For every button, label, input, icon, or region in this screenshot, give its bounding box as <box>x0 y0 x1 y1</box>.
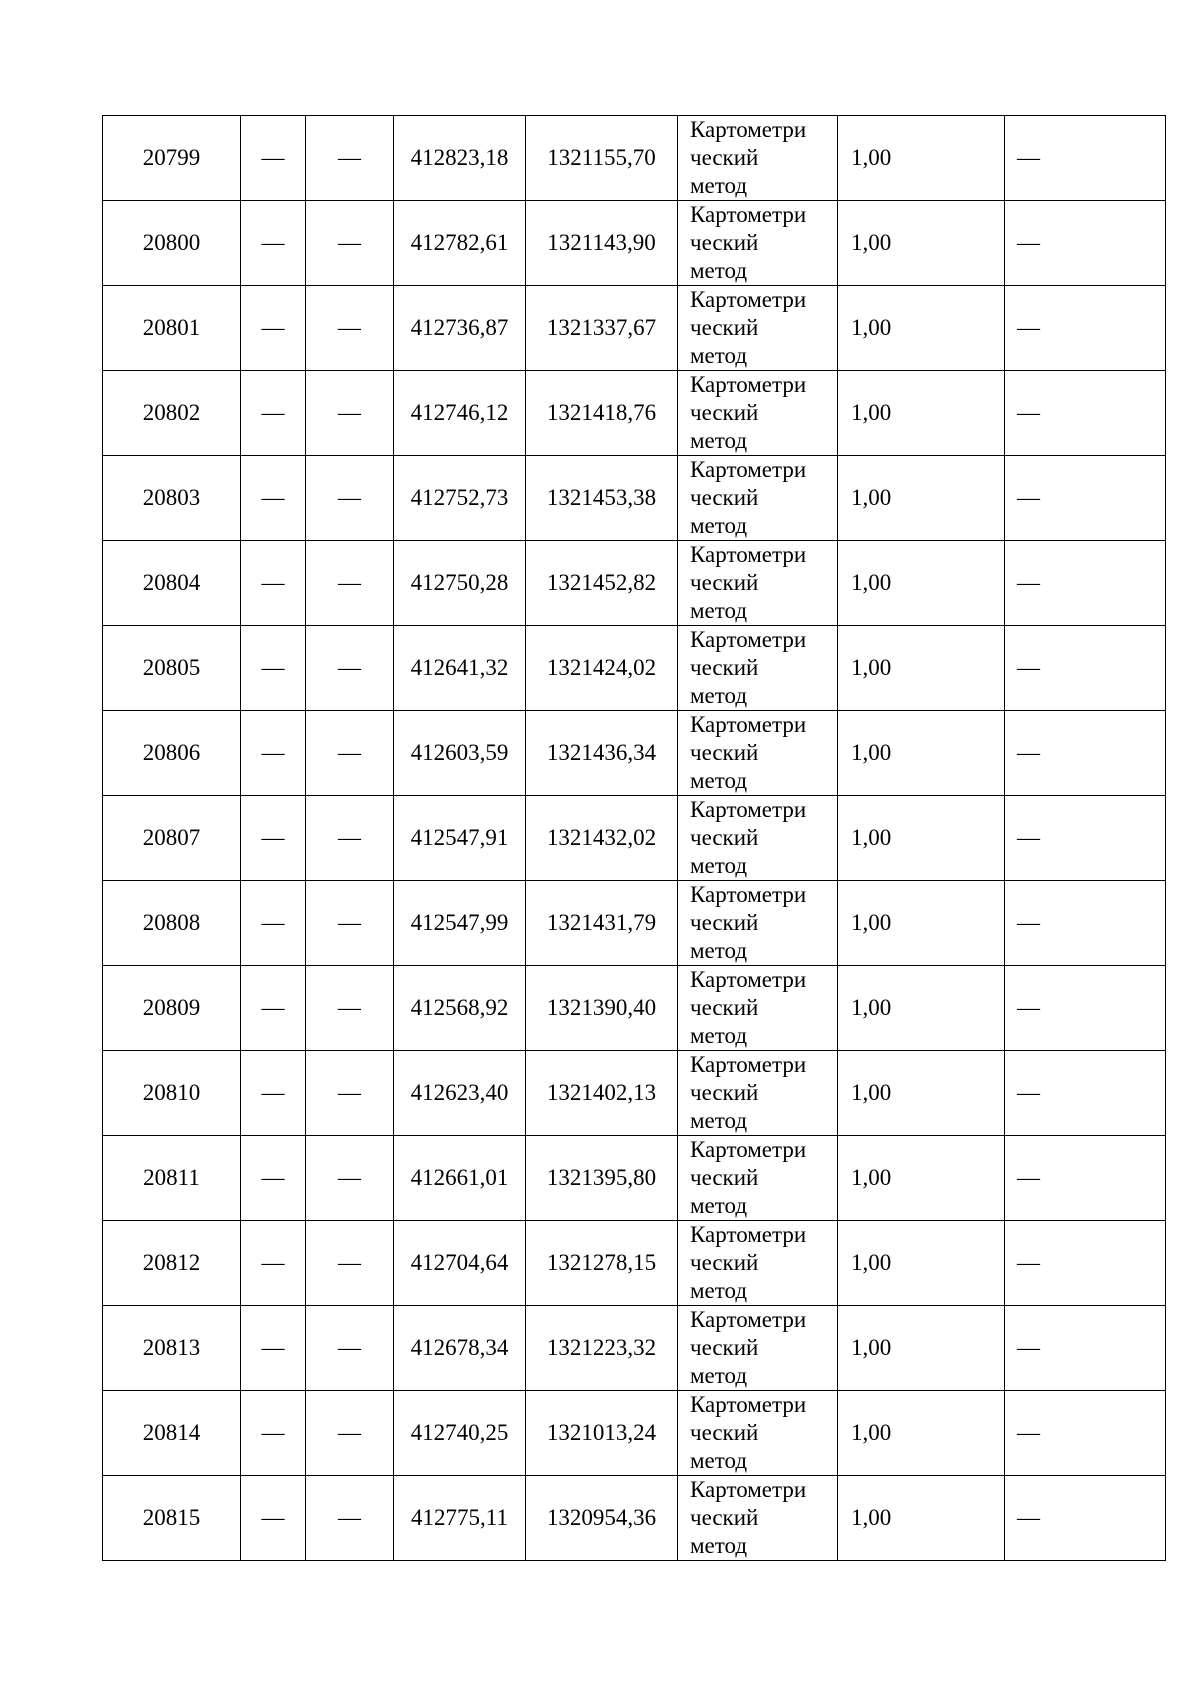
empty-value-cell: — <box>241 966 306 1051</box>
point-number-cell: 20809 <box>103 966 241 1051</box>
method-cell <box>678 796 838 881</box>
method-text-line: ческий <box>690 315 759 340</box>
method-text-line: Картометри <box>690 287 807 312</box>
method-text-line: Картометри <box>690 627 807 652</box>
method-cell <box>678 201 838 286</box>
empty-value-cell: — <box>306 371 394 456</box>
note-cell: — <box>1005 286 1166 371</box>
note-cell: — <box>1005 1051 1166 1136</box>
method-cell <box>678 541 838 626</box>
method-cell <box>678 1221 838 1306</box>
note-cell: — <box>1005 456 1166 541</box>
point-number-cell: 20813 <box>103 1306 241 1391</box>
method-text-line: Картометри <box>690 372 807 397</box>
empty-value-cell: — <box>306 1476 394 1561</box>
point-number-cell: 20811 <box>103 1136 241 1221</box>
method-text-line: Картометри <box>690 1052 807 1077</box>
x-coordinate-cell: 412547,99 <box>394 881 526 966</box>
accuracy-cell: 1,00 <box>838 1476 1005 1561</box>
table-row <box>103 1306 1166 1391</box>
method-text-line: метод <box>690 1533 748 1558</box>
y-coordinate-cell: 1321431,79 <box>526 881 678 966</box>
accuracy-cell: 1,00 <box>838 456 1005 541</box>
x-coordinate-cell: 412704,64 <box>394 1221 526 1306</box>
y-coordinate-cell: 1321390,40 <box>526 966 678 1051</box>
empty-value-cell: — <box>241 1391 306 1476</box>
empty-value-cell: — <box>241 541 306 626</box>
empty-value-cell: — <box>241 1136 306 1221</box>
table-row <box>103 286 1166 371</box>
method-text-line: Картометри <box>690 202 807 227</box>
method-text-line: метод <box>690 768 748 793</box>
empty-value-cell: — <box>241 881 306 966</box>
x-coordinate-cell: 412641,32 <box>394 626 526 711</box>
point-number-cell: 20812 <box>103 1221 241 1306</box>
table-row <box>103 1221 1166 1306</box>
method-text-line: ческий <box>690 655 759 680</box>
x-coordinate-cell: 412775,11 <box>394 1476 526 1561</box>
note-cell: — <box>1005 371 1166 456</box>
x-coordinate-cell: 412603,59 <box>394 711 526 796</box>
empty-value-cell: — <box>306 286 394 371</box>
table-row <box>103 1391 1166 1476</box>
method-text-line: Картометри <box>690 882 807 907</box>
method-text-line: метод <box>690 683 748 708</box>
empty-value-cell: — <box>241 711 306 796</box>
note-cell: — <box>1005 796 1166 881</box>
x-coordinate-cell: 412623,40 <box>394 1051 526 1136</box>
method-text-line: ческий <box>690 825 759 850</box>
table-body <box>103 116 1166 1561</box>
accuracy-cell: 1,00 <box>838 796 1005 881</box>
empty-value-cell: — <box>306 201 394 286</box>
empty-value-cell: — <box>306 1391 394 1476</box>
method-text-line: ческий <box>690 145 759 170</box>
point-number-cell: 20808 <box>103 881 241 966</box>
method-text-line: ческий <box>690 485 759 510</box>
empty-value-cell: — <box>306 711 394 796</box>
y-coordinate-cell: 1321453,38 <box>526 456 678 541</box>
empty-value-cell: — <box>306 541 394 626</box>
y-coordinate-cell: 1321424,02 <box>526 626 678 711</box>
point-number-cell: 20814 <box>103 1391 241 1476</box>
empty-value-cell: — <box>241 1476 306 1561</box>
table-row <box>103 796 1166 881</box>
accuracy-cell: 1,00 <box>838 371 1005 456</box>
empty-value-cell: — <box>241 286 306 371</box>
point-number-cell: 20807 <box>103 796 241 881</box>
y-coordinate-cell: 1321418,76 <box>526 371 678 456</box>
method-text-line: ческий <box>690 230 759 255</box>
method-text-line: Картометри <box>690 457 807 482</box>
accuracy-cell: 1,00 <box>838 201 1005 286</box>
note-cell: — <box>1005 1221 1166 1306</box>
empty-value-cell: — <box>306 796 394 881</box>
table-row <box>103 1476 1166 1561</box>
note-cell: — <box>1005 541 1166 626</box>
note-cell: — <box>1005 881 1166 966</box>
point-number-cell: 20810 <box>103 1051 241 1136</box>
method-cell <box>678 881 838 966</box>
method-text-line: метод <box>690 1448 748 1473</box>
method-text-line: Картометри <box>690 1137 807 1162</box>
note-cell: — <box>1005 1306 1166 1391</box>
method-text-line: ческий <box>690 1250 759 1275</box>
method-text-line: ческий <box>690 910 759 935</box>
point-number-cell: 20803 <box>103 456 241 541</box>
table-row <box>103 881 1166 966</box>
method-text-line: метод <box>690 1278 748 1303</box>
x-coordinate-cell: 412568,92 <box>394 966 526 1051</box>
note-cell: — <box>1005 116 1166 201</box>
empty-value-cell: — <box>241 116 306 201</box>
empty-value-cell: — <box>241 371 306 456</box>
table-row <box>103 966 1166 1051</box>
note-cell: — <box>1005 626 1166 711</box>
method-text-line: ческий <box>690 400 759 425</box>
method-text-line: Картометри <box>690 797 807 822</box>
empty-value-cell: — <box>306 966 394 1051</box>
table-row <box>103 371 1166 456</box>
method-text-line: ческий <box>690 1505 759 1530</box>
empty-value-cell: — <box>306 881 394 966</box>
y-coordinate-cell: 1320954,36 <box>526 1476 678 1561</box>
method-cell <box>678 1136 838 1221</box>
table-row <box>103 456 1166 541</box>
y-coordinate-cell: 1321155,70 <box>526 116 678 201</box>
method-text-line: метод <box>690 428 748 453</box>
point-number-cell: 20805 <box>103 626 241 711</box>
method-text-line: метод <box>690 343 748 368</box>
method-cell <box>678 1476 838 1561</box>
note-cell: — <box>1005 1476 1166 1561</box>
accuracy-cell: 1,00 <box>838 1051 1005 1136</box>
method-text-line: Картометри <box>690 117 807 142</box>
y-coordinate-cell: 1321452,82 <box>526 541 678 626</box>
method-text-line: Картометри <box>690 1477 807 1502</box>
method-text-line: Картометри <box>690 1307 807 1332</box>
empty-value-cell: — <box>306 116 394 201</box>
method-text-line: ческий <box>690 995 759 1020</box>
y-coordinate-cell: 1321013,24 <box>526 1391 678 1476</box>
x-coordinate-cell: 412736,87 <box>394 286 526 371</box>
note-cell: — <box>1005 966 1166 1051</box>
method-text-line: Картометри <box>690 1222 807 1247</box>
method-text-line: ческий <box>690 1335 759 1360</box>
point-number-cell: 20801 <box>103 286 241 371</box>
method-text-line: метод <box>690 1023 748 1048</box>
method-text-line: ческий <box>690 1080 759 1105</box>
accuracy-cell: 1,00 <box>838 626 1005 711</box>
x-coordinate-cell: 412661,01 <box>394 1136 526 1221</box>
method-text-line: ческий <box>690 740 759 765</box>
x-coordinate-cell: 412678,34 <box>394 1306 526 1391</box>
empty-value-cell: — <box>241 1051 306 1136</box>
accuracy-cell: 1,00 <box>838 881 1005 966</box>
empty-value-cell: — <box>241 1306 306 1391</box>
method-text-line: Картометри <box>690 1392 807 1417</box>
y-coordinate-cell: 1321402,13 <box>526 1051 678 1136</box>
method-text-line: метод <box>690 1193 748 1218</box>
table-row <box>103 1136 1166 1221</box>
accuracy-cell: 1,00 <box>838 966 1005 1051</box>
coordinates-table <box>102 115 1166 1561</box>
table-row <box>103 1051 1166 1136</box>
method-cell <box>678 456 838 541</box>
empty-value-cell: — <box>241 626 306 711</box>
point-number-cell: 20806 <box>103 711 241 796</box>
y-coordinate-cell: 1321395,80 <box>526 1136 678 1221</box>
method-text-line: ческий <box>690 570 759 595</box>
point-number-cell: 20804 <box>103 541 241 626</box>
y-coordinate-cell: 1321432,02 <box>526 796 678 881</box>
accuracy-cell: 1,00 <box>838 541 1005 626</box>
y-coordinate-cell: 1321337,67 <box>526 286 678 371</box>
method-text-line: метод <box>690 513 748 538</box>
method-text-line: метод <box>690 938 748 963</box>
method-cell <box>678 371 838 456</box>
point-number-cell: 20815 <box>103 1476 241 1561</box>
x-coordinate-cell: 412547,91 <box>394 796 526 881</box>
x-coordinate-cell: 412750,28 <box>394 541 526 626</box>
method-text-line: метод <box>690 598 748 623</box>
point-number-cell: 20802 <box>103 371 241 456</box>
method-text-line: Картометри <box>690 542 807 567</box>
accuracy-cell: 1,00 <box>838 116 1005 201</box>
empty-value-cell: — <box>306 456 394 541</box>
method-text-line: метод <box>690 1363 748 1388</box>
method-text-line: ческий <box>690 1165 759 1190</box>
x-coordinate-cell: 412752,73 <box>394 456 526 541</box>
y-coordinate-cell: 1321223,32 <box>526 1306 678 1391</box>
point-number-cell: 20800 <box>103 201 241 286</box>
method-cell <box>678 286 838 371</box>
method-cell <box>678 116 838 201</box>
table-row <box>103 626 1166 711</box>
x-coordinate-cell: 412823,18 <box>394 116 526 201</box>
empty-value-cell: — <box>306 1051 394 1136</box>
empty-value-cell: — <box>241 796 306 881</box>
note-cell: — <box>1005 201 1166 286</box>
table-row <box>103 116 1166 201</box>
x-coordinate-cell: 412782,61 <box>394 201 526 286</box>
method-cell <box>678 1306 838 1391</box>
method-cell <box>678 966 838 1051</box>
method-cell <box>678 1051 838 1136</box>
y-coordinate-cell: 1321143,90 <box>526 201 678 286</box>
x-coordinate-cell: 412740,25 <box>394 1391 526 1476</box>
method-text-line: Картометри <box>690 967 807 992</box>
accuracy-cell: 1,00 <box>838 711 1005 796</box>
empty-value-cell: — <box>241 201 306 286</box>
accuracy-cell: 1,00 <box>838 286 1005 371</box>
note-cell: — <box>1005 1136 1166 1221</box>
empty-value-cell: — <box>306 1221 394 1306</box>
accuracy-cell: 1,00 <box>838 1221 1005 1306</box>
y-coordinate-cell: 1321436,34 <box>526 711 678 796</box>
empty-value-cell: — <box>306 1306 394 1391</box>
table-row <box>103 711 1166 796</box>
method-text-line: метод <box>690 1108 748 1133</box>
accuracy-cell: 1,00 <box>838 1306 1005 1391</box>
method-text-line: метод <box>690 853 748 878</box>
table-row <box>103 201 1166 286</box>
method-cell <box>678 1391 838 1476</box>
x-coordinate-cell: 412746,12 <box>394 371 526 456</box>
empty-value-cell: — <box>306 626 394 711</box>
method-text-line: метод <box>690 258 748 283</box>
accuracy-cell: 1,00 <box>838 1391 1005 1476</box>
note-cell: — <box>1005 1391 1166 1476</box>
empty-value-cell: — <box>241 456 306 541</box>
empty-value-cell: — <box>306 1136 394 1221</box>
note-cell: — <box>1005 711 1166 796</box>
y-coordinate-cell: 1321278,15 <box>526 1221 678 1306</box>
method-text-line: ческий <box>690 1420 759 1445</box>
empty-value-cell: — <box>241 1221 306 1306</box>
accuracy-cell: 1,00 <box>838 1136 1005 1221</box>
method-cell <box>678 626 838 711</box>
method-text-line: Картометри <box>690 712 807 737</box>
table-row <box>103 541 1166 626</box>
method-cell <box>678 711 838 796</box>
method-text-line: метод <box>690 173 748 198</box>
point-number-cell: 20799 <box>103 116 241 201</box>
